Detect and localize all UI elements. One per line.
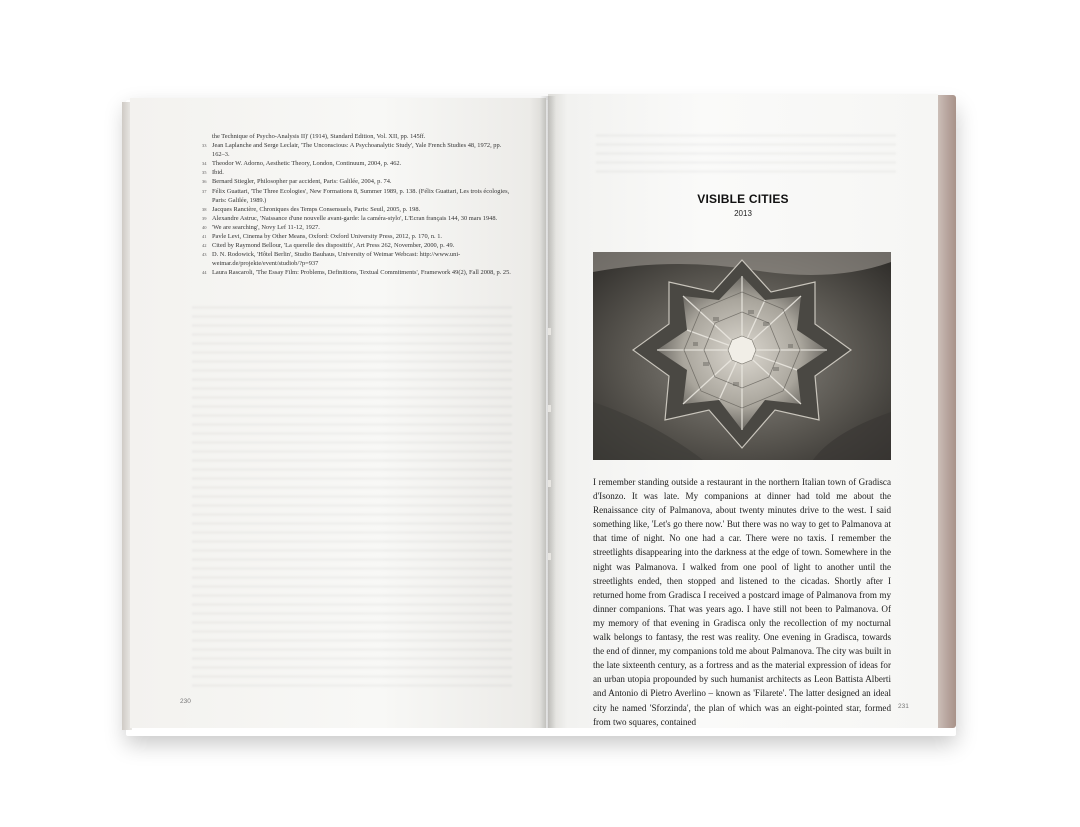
- endnote-number: 34: [202, 161, 207, 167]
- endnote-number: 44: [202, 270, 207, 276]
- endnote-number: 37: [202, 188, 207, 194]
- endnote-text: Pavle Levi, Cinema by Other Means, Oxford: Oxford University Press, 2012, p. 170, n. 1.: [212, 233, 443, 241]
- endnote: [202, 187, 514, 205]
- endnote-text: 'We are searching', Novy Lef 11-12, 1927.: [212, 223, 320, 231]
- palmanova-aerial-photo: [593, 252, 891, 460]
- endnote-text: Cited by Raymond Bellour, 'La querelle des dispositifs', Art Press 262, November, 2000, p. 49.: [212, 242, 455, 250]
- aerial-city-illustration: [593, 252, 891, 460]
- endnote-text: Bernard Stiegler, Philosopher par accident, Paris: Galilée, 2004, p. 74.: [212, 178, 392, 186]
- endnote-number: 38: [202, 206, 207, 212]
- body-paragraph: I remember standing outside a restaurant in the northern Italian town of Gradisca d'Isonzo. It was late. My companions at dinner had told me about the Renaissance city of Palmanova, about twenty minutes drive to the west. I said something like, 'Let's go there now.' But there was no way to get to Palmanova at that time of night. No one had a car. There were no taxis. I remember the streetlights disappearing into the darkness at the edge of town. Somewhere in the night was Palmanova. I walked from one pool of light to another until the streetlights ended, then stopped and listened to the cicadas. Shortly after I returned home from Gradisca I received a postcard image of Palmanova from my dinner companions. That was years ago. I have still not been to Palmanova. Of my memory of that evening in Gradisca only the recollection of my nocturnal walk belongs to fantasy, the rest was reality. One evening in Gradisca, towards the end of dinner, my companions told me about Palmanova. The city was built in the late sixteenth century, as a fortress and as the material expression of ideas for an urban utopia propounded by such humanist architects as Leon Battista Alberti and Antonio di Pietro Averlino – known as 'Filarete'. The latter designed an ideal city he named 'Sforzinda', the plan of which was an eight-pointed star, formed from two squares, contained: [593, 477, 891, 727]
- endnote-text: Laura Rascaroli, 'The Essay Film: Problems, Definitions, Textual Commitments', Framework 49(2), Fall 2008, p. 25.: [212, 269, 511, 277]
- endnote: [202, 205, 514, 214]
- left-page-number: 230: [180, 698, 191, 705]
- endnote: [202, 177, 514, 186]
- endnote-number: 41: [202, 234, 207, 240]
- endnote-number: 35: [202, 170, 207, 176]
- endnote: [202, 232, 514, 241]
- endnote: [202, 132, 514, 141]
- endnote-text: Jacques Rancière, Chroniques des Temps Consensuels, Paris: Seuil, 2005, p. 198.: [212, 205, 421, 213]
- show-through-text: [596, 128, 896, 178]
- endnote-text: Ibid.: [212, 169, 224, 177]
- endnote: [202, 168, 514, 177]
- binding-stitch: [548, 405, 551, 412]
- endnote-number: 36: [202, 179, 207, 185]
- endnote: [202, 223, 514, 232]
- endnote-text: Theodor W. Adorno, Aesthetic Theory, London, Continuum, 2004, p. 462.: [212, 160, 402, 168]
- endnote: [202, 141, 514, 159]
- endnote-text: Jean Laplanche and Serge Leclair, 'The Unconscious: A Psychoanalytic Study', Yale French Studies 48, 1972, pp. 162–3.: [212, 142, 502, 159]
- endnote-text: D. N. Rodowick, 'Hôtel Berlin', Studio Bauhaus, University of Weimar Webcast: http://www.uni-weimar.de/projekte/event/studiob/?p=937: [212, 251, 461, 268]
- endnote: [202, 250, 514, 268]
- right-page-number: 231: [898, 703, 909, 710]
- endnote-number: 33: [202, 143, 207, 149]
- binding-stitch: [548, 328, 551, 335]
- chapter-body-text: [593, 475, 891, 729]
- endnote: [202, 241, 514, 250]
- chapter-title: VISIBLE CITIES: [697, 192, 789, 206]
- endnote-number: 42: [202, 243, 207, 249]
- endnote: [202, 268, 514, 277]
- binding-stitch: [548, 480, 551, 487]
- endnote-text: Félix Guattari, 'The Three Ecologies', New Formations 8, Summer 1989, p. 138. (Félix Guattari, Les trois écologies, Paris: Galilée, 1989.): [212, 187, 510, 204]
- endnote-number: 39: [202, 215, 207, 221]
- show-through-text: [192, 300, 512, 690]
- binding-stitch: [548, 553, 551, 560]
- endnote-number: 40: [202, 224, 207, 230]
- chapter-year: 2013: [734, 209, 752, 218]
- endnote-text: Alexandre Astruc, 'Naissance d'une nouvelle avant-garde: la caméra-stylo', L'Ecran français 144, 30 mars 1948.: [212, 214, 498, 222]
- endnote: [202, 214, 514, 223]
- book-gutter: [540, 96, 556, 728]
- endnote-number: 43: [202, 252, 207, 258]
- endnote: [202, 159, 514, 168]
- endnotes: [202, 132, 514, 278]
- endnote-text: the Technique of Psycho-Analysis II)' (1914), Standard Edition, Vol. XII, pp. 145ff.: [212, 133, 426, 140]
- endnote-number: [202, 132, 212, 141]
